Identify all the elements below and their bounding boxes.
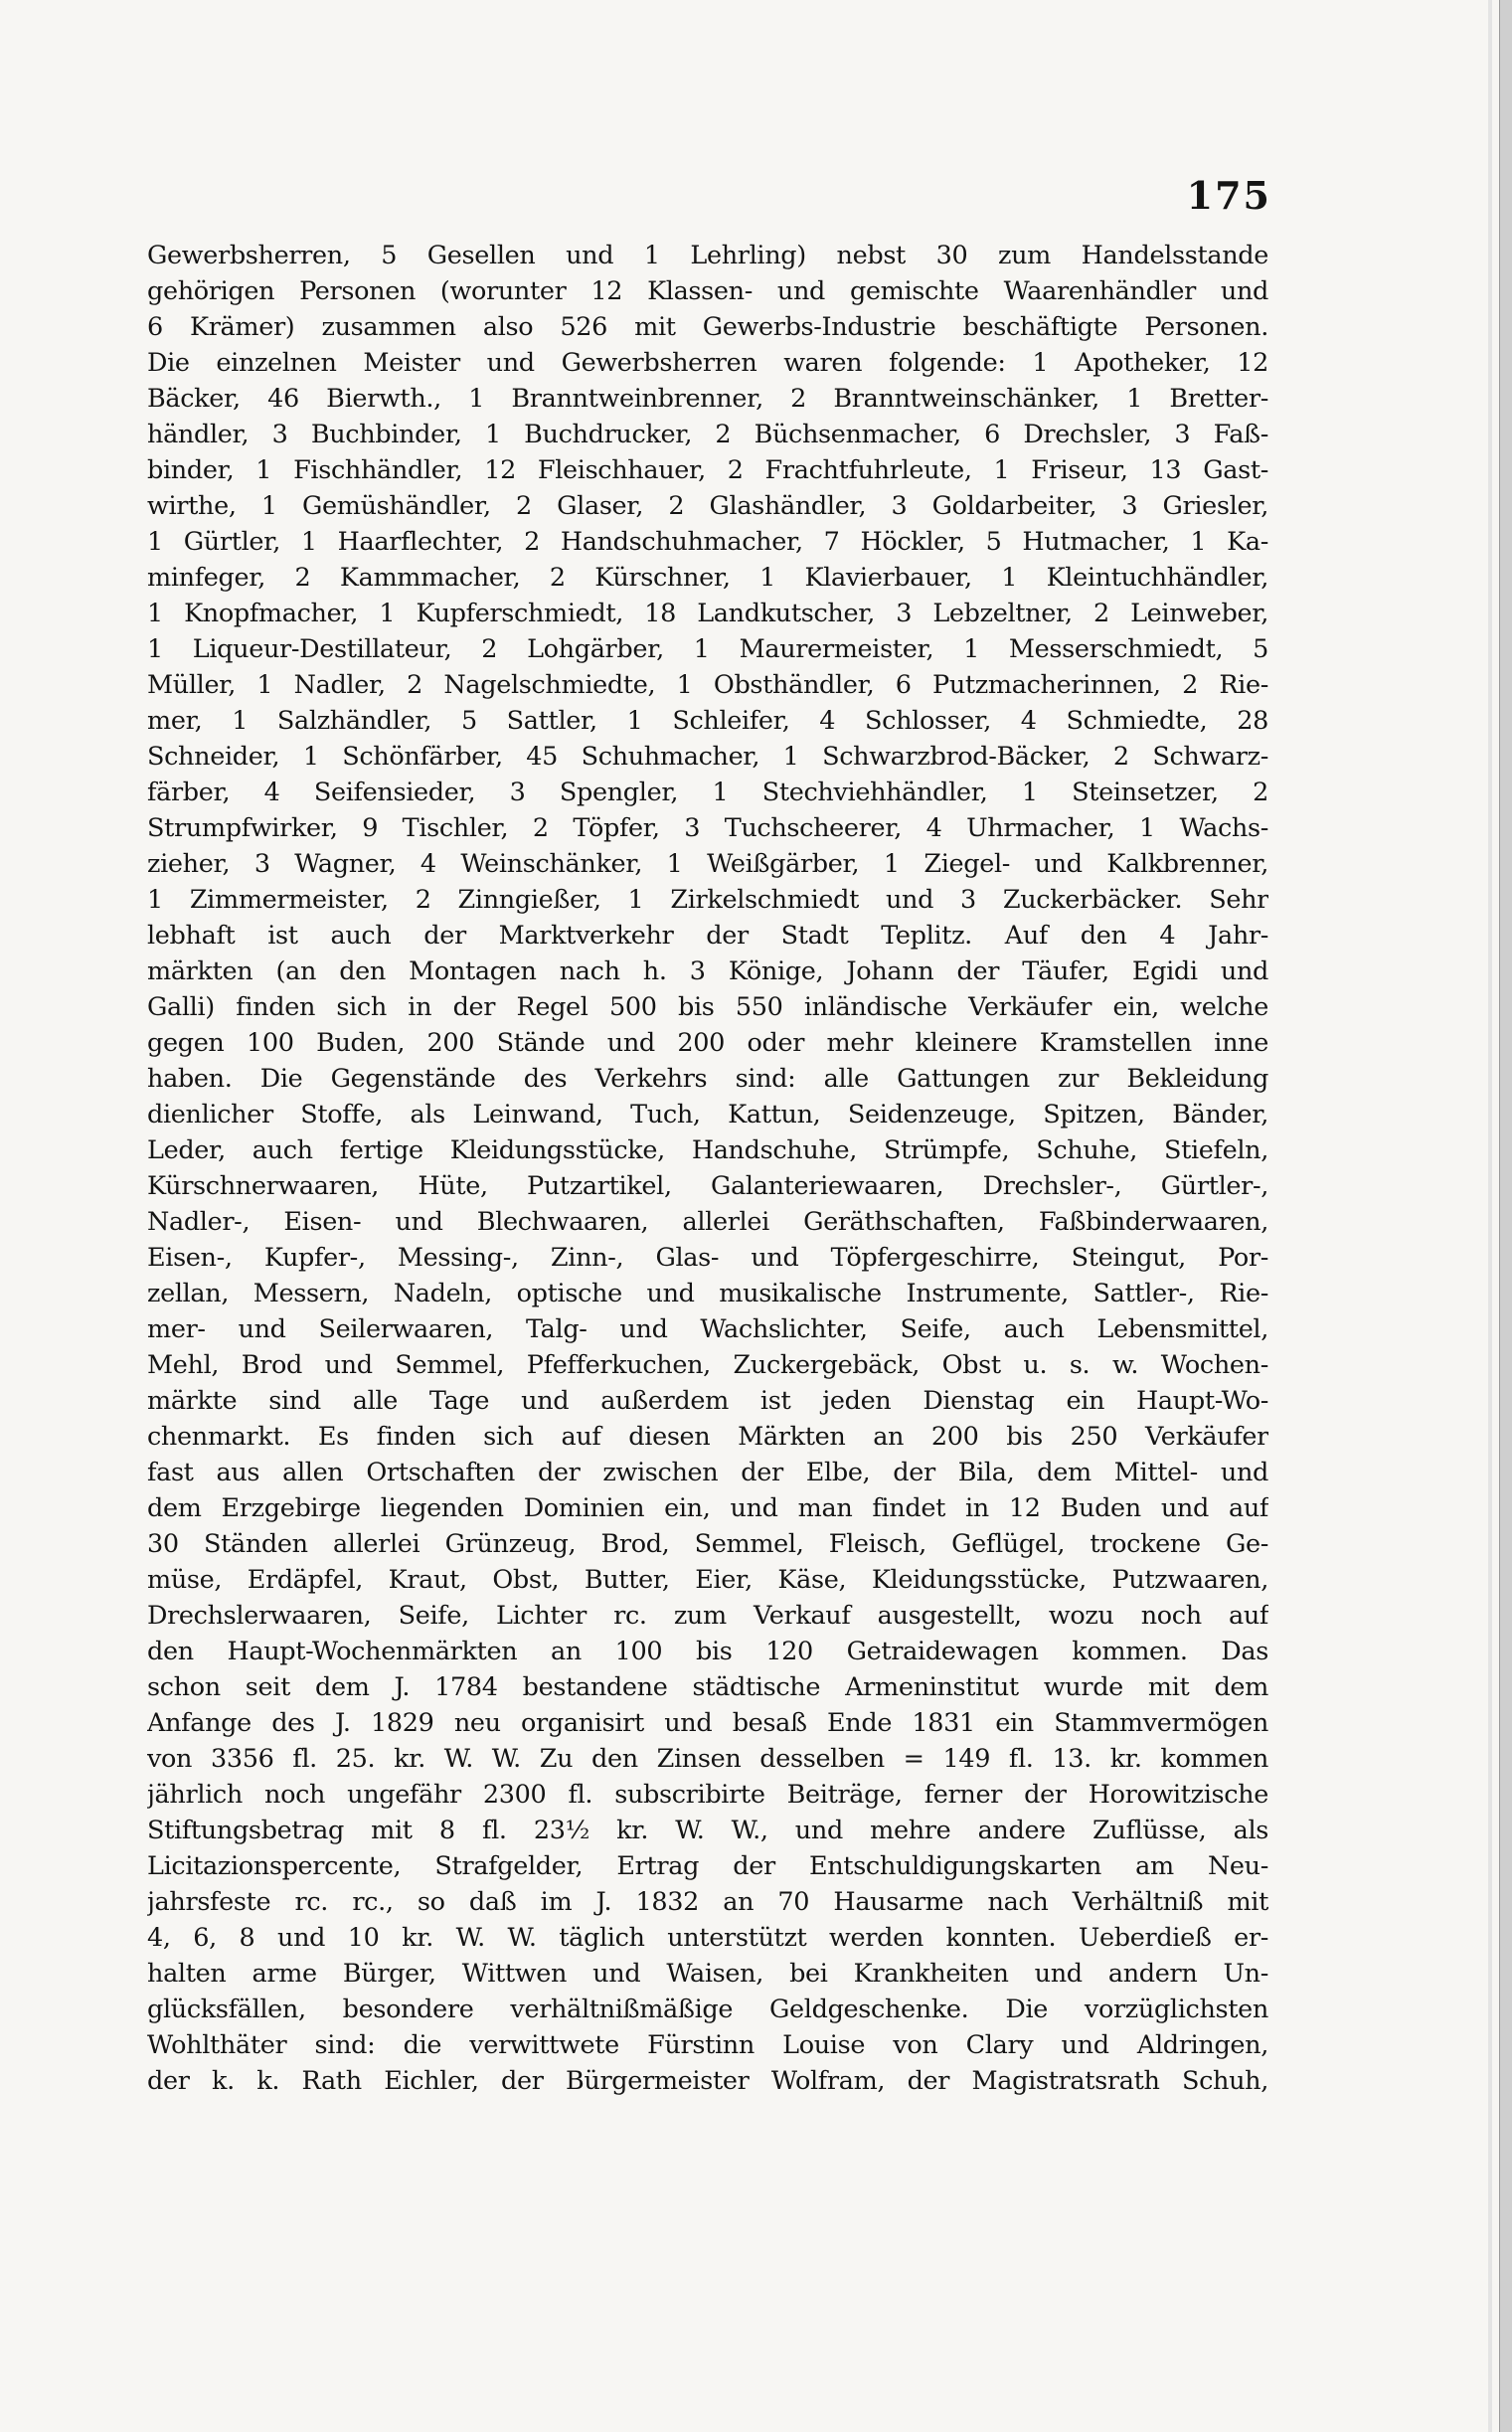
text-line: minfeger, 2 Kammmacher, 2 Kürschner, 1 Klavierbauer, 1 Kleintuchhändler, <box>147 563 1268 593</box>
text-line: fast aus allen Ortschaften der zwischen der Elbe, der Bila, dem Mittel- und <box>147 1458 1268 1487</box>
text-line: Licitazionspercente, Strafgelder, Ertrag der Entschuldigungskarten am Neu- <box>147 1851 1268 1881</box>
text-line: Galli) finden sich in der Regel 500 bis 550 inländische Verkäufer ein, welche <box>147 992 1268 1022</box>
text-line: Wohlthäter sind: die verwittwete Fürstinn Louise von Clary und Aldringen, <box>147 2030 1268 2060</box>
text-line: der k. k. Rath Eichler, der Bürgermeister Wolfram, der Magistratsrath Schuh, <box>147 2066 1268 2096</box>
text-line: Leder, auch fertige Kleidungsstücke, Handschuhe, Strümpfe, Schuhe, Stiefeln, <box>147 1135 1268 1165</box>
page-edge <box>1499 0 1512 2432</box>
text-line: zieher, 3 Wagner, 4 Weinschänker, 1 Weißgärber, 1 Ziegel- und Kalkbrenner, <box>147 849 1268 879</box>
text-line: 1 Knopfmacher, 1 Kupferschmiedt, 18 Landkutscher, 3 Lebzeltner, 2 Leinweber, <box>147 599 1268 628</box>
page-edge-shadow <box>1488 0 1492 2432</box>
text-line: lebhaft ist auch der Marktverkehr der Stadt Teplitz. Auf den 4 Jahr- <box>147 921 1268 951</box>
text-line: haben. Die Gegenstände des Verkehrs sind: alle Gattungen zur Bekleidung <box>147 1064 1268 1094</box>
text-line: märkte sind alle Tage und außerdem ist jeden Dienstag ein Haupt-Wo- <box>147 1386 1268 1416</box>
text-line: färber, 4 Seifensieder, 3 Spengler, 1 Stechviehhändler, 1 Steinsetzer, 2 <box>147 778 1268 807</box>
text-line: 1 Gürtler, 1 Haarflechter, 2 Handschuhmacher, 7 Höckler, 5 Hutmacher, 1 Ka- <box>147 527 1268 557</box>
text-line: glücksfällen, besondere verhältnißmäßige Geldgeschenke. Die vorzüglichsten <box>147 1995 1268 2024</box>
text-line: jahrsfeste rc. rc., so daß im J. 1832 an 70 Hausarme nach Verhältniß mit <box>147 1887 1268 1917</box>
text-line: Bäcker, 46 Bierwth., 1 Branntweinbrenner, 2 Branntweinschänker, 1 Bretter- <box>147 384 1268 414</box>
text-line: Kürschnerwaaren, Hüte, Putzartikel, Galanteriewaaren, Drechsler-, Gürtler-, <box>147 1171 1268 1201</box>
text-line: mer- und Seilerwaaren, Talg- und Wachslichter, Seife, auch Lebensmittel, <box>147 1314 1268 1344</box>
text-line: dem Erzgebirge liegenden Dominien ein, und man findet in 12 Buden und auf <box>147 1493 1268 1523</box>
text-line: binder, 1 Fischhändler, 12 Fleischhauer, 2 Frachtfuhrleute, 1 Friseur, 13 Gast- <box>147 455 1268 485</box>
text-line: Drechslerwaaren, Seife, Lichter rc. zum Verkauf ausgestellt, wozu noch auf <box>147 1601 1268 1631</box>
text-line: Müller, 1 Nadler, 2 Nagelschmiedte, 1 Obsthändler, 6 Putzmacherinnen, 2 Rie- <box>147 670 1268 700</box>
text-line: den Haupt-Wochenmärkten an 100 bis 120 Getraidewagen kommen. Das <box>147 1637 1268 1666</box>
text-line: händler, 3 Buchbinder, 1 Buchdrucker, 2 Büchsenmacher, 6 Drechsler, 3 Faß- <box>147 420 1268 449</box>
text-line: von 3356 fl. 25. kr. W. W. Zu den Zinsen desselben = 149 fl. 13. kr. kommen <box>147 1744 1268 1774</box>
text-line: müse, Erdäpfel, Kraut, Obst, Butter, Eier, Käse, Kleidungsstücke, Putzwaaren, <box>147 1565 1268 1595</box>
text-line: Stiftungsbetrag mit 8 fl. 23½ kr. W. W., und mehre andere Zuflüsse, als <box>147 1816 1268 1845</box>
text-line: Strumpfwirker, 9 Tischler, 2 Töpfer, 3 Tuchscheerer, 4 Uhrmacher, 1 Wachs- <box>147 813 1268 843</box>
text-line: halten arme Bürger, Wittwen und Waisen, bei Krankheiten und andern Un- <box>147 1959 1268 1989</box>
text-line: märkten (an den Montagen nach h. 3 Könige, Johann der Täufer, Egidi und <box>147 956 1268 986</box>
text-line: Schneider, 1 Schönfärber, 45 Schuhmacher, 1 Schwarzbrod-Bäcker, 2 Schwarz- <box>147 742 1268 772</box>
text-line: Nadler-, Eisen- und Blechwaaren, allerlei Geräthschaften, Faßbinderwaaren, <box>147 1207 1268 1237</box>
body-text <box>147 238 1268 2206</box>
text-line: 30 Ständen allerlei Grünzeug, Brod, Semmel, Fleisch, Geflügel, trockene Ge- <box>147 1529 1268 1559</box>
text-line: jährlich noch ungefähr 2300 fl. subscribirte Beiträge, ferner der Horowitzische <box>147 1780 1268 1810</box>
text-line: chenmarkt. Es finden sich auf diesen Märkten an 200 bis 250 Verkäufer <box>147 1422 1268 1452</box>
text-line: Eisen-, Kupfer-, Messing-, Zinn-, Glas- und Töpfergeschirre, Steingut, Por- <box>147 1243 1268 1273</box>
text-line: gehörigen Personen (worunter 12 Klassen- und gemischte Waarenhändler und <box>147 276 1268 306</box>
text-line: zellan, Messern, Nadeln, optische und musikalische Instrumente, Sattler-, Rie- <box>147 1279 1268 1308</box>
page-number: 175 <box>1186 173 1271 218</box>
text-line: 4, 6, 8 und 10 kr. W. W. täglich unterstützt werden konnten. Ueberdieß er- <box>147 1923 1268 1953</box>
text-line: Anfange des J. 1829 neu organisirt und besaß Ende 1831 ein Stammvermögen <box>147 1708 1268 1738</box>
text-line: gegen 100 Buden, 200 Stände und 200 oder mehr kleinere Kramstellen inne <box>147 1028 1268 1058</box>
text-line: 1 Zimmermeister, 2 Zinngießer, 1 Zirkelschmiedt und 3 Zuckerbäcker. Sehr <box>147 885 1268 915</box>
text-line: dienlicher Stoffe, als Leinwand, Tuch, Kattun, Seidenzeuge, Spitzen, Bänder, <box>147 1100 1268 1129</box>
text-line: 6 Krämer) zusammen also 526 mit Gewerbs-Industrie beschäftigte Personen. <box>147 312 1268 342</box>
text-line: mer, 1 Salzhändler, 5 Sattler, 1 Schleifer, 4 Schlosser, 4 Schmiedte, 28 <box>147 706 1268 736</box>
text-line: Die einzelnen Meister und Gewerbsherren waren folgende: 1 Apotheker, 12 <box>147 348 1268 378</box>
text-line: schon seit dem J. 1784 bestandene städtische Armeninstitut wurde mit dem <box>147 1672 1268 1702</box>
text-line: wirthe, 1 Gemüshändler, 2 Glaser, 2 Glashändler, 3 Goldarbeiter, 3 Griesler, <box>147 491 1268 521</box>
text-line: Gewerbsherren, 5 Gesellen und 1 Lehrling) nebst 30 zum Handelsstande <box>147 241 1268 270</box>
text-line: Mehl, Brod und Semmel, Pfefferkuchen, Zuckergebäck, Obst u. s. w. Wochen- <box>147 1350 1268 1380</box>
text-line: 1 Liqueur-Destillateur, 2 Lohgärber, 1 Maurermeister, 1 Messerschmiedt, 5 <box>147 634 1268 664</box>
